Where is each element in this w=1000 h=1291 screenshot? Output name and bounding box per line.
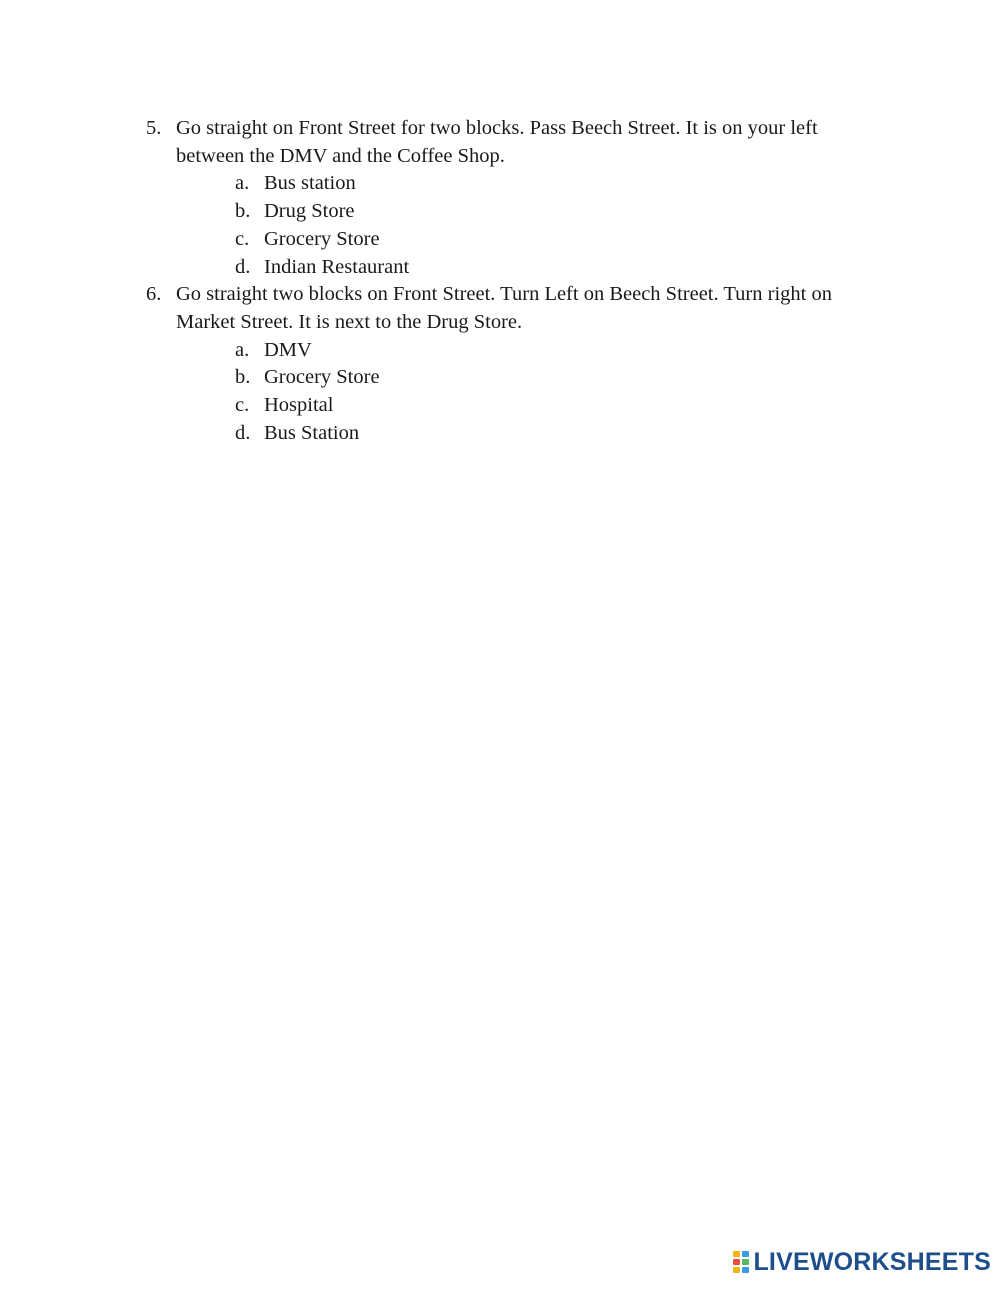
option-letter: b.: [235, 366, 251, 389]
option-letter: a.: [235, 172, 250, 195]
question-number: 6.: [146, 283, 162, 306]
logo-tile: [742, 1259, 749, 1265]
answer-option[interactable]: [235, 420, 886, 448]
option-text: Indian Restaurant: [264, 255, 410, 278]
question-item: [146, 281, 886, 447]
option-text: Bus station: [264, 172, 356, 195]
option-letter: a.: [235, 338, 250, 361]
liveworksheets-logo-icon: [732, 1250, 750, 1274]
logo-tile: [733, 1251, 740, 1257]
logo-tile: [733, 1267, 740, 1273]
option-text: Hospital: [264, 394, 334, 417]
question-list: [146, 115, 886, 447]
option-text: Drug Store: [264, 200, 355, 223]
answer-options: [176, 337, 886, 448]
answer-option[interactable]: [235, 254, 886, 282]
logo-wordmark: LIVEWORKSHEETS: [753, 1247, 991, 1276]
option-letter: d.: [235, 255, 251, 278]
option-letter: c.: [235, 394, 250, 417]
logo-tile: [742, 1251, 749, 1257]
answer-option[interactable]: [235, 170, 886, 198]
liveworksheets-logo[interactable]: [732, 1249, 991, 1275]
option-letter: c.: [235, 227, 250, 250]
answer-option[interactable]: [235, 364, 886, 392]
answer-options: [176, 170, 886, 281]
question-text: Go straight on Front Street for two blocks. Pass Beech Street. It is on your left between the DMV and the Coffee Shop.: [176, 117, 818, 167]
option-text: Grocery Store: [264, 366, 380, 389]
option-letter: d.: [235, 421, 251, 444]
option-letter: b.: [235, 200, 251, 223]
question-text: Go straight two blocks on Front Street. Turn Left on Beech Street. Turn right on Market Street. It is next to the Drug Store.: [176, 283, 832, 333]
logo-tile: [733, 1259, 740, 1265]
logo-tile: [742, 1267, 749, 1273]
question-number: 5.: [146, 117, 162, 139]
question-item: [146, 115, 886, 281]
answer-option[interactable]: [235, 226, 886, 254]
option-text: DMV: [264, 338, 312, 361]
answer-option[interactable]: [235, 392, 886, 420]
answer-option[interactable]: [235, 337, 886, 365]
option-text: Grocery Store: [264, 227, 380, 250]
option-text: Bus Station: [264, 421, 360, 444]
answer-option[interactable]: [235, 198, 886, 226]
